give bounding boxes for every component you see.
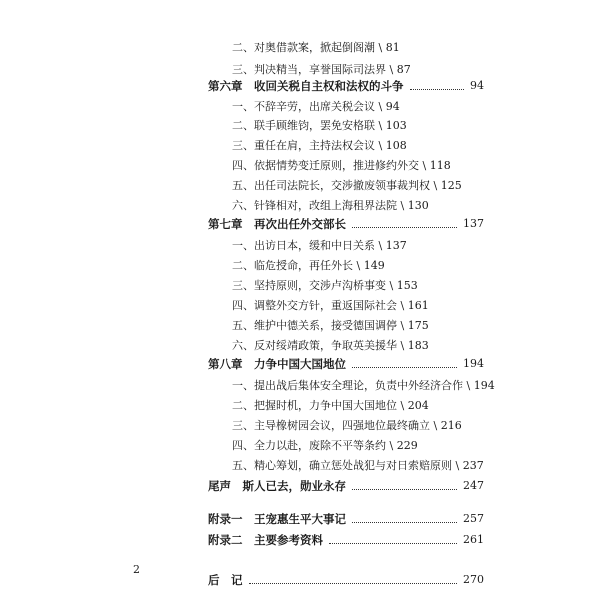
chapter-title: 尾声 斯人已去，勋业永存: [208, 479, 346, 493]
toc-section-entry: 六、针锋相对，改组上海租界法院 \ 130: [232, 199, 429, 212]
chapter-title: 第七章 再次出任外交部长: [208, 217, 346, 231]
toc-section-entry: 二、对奥借款案，掀起倒阁潮 \ 81: [232, 41, 400, 54]
chapter-page-number: 247: [463, 479, 484, 492]
dot-leader: [352, 226, 457, 228]
toc-section-entry: 四、调整外交方针，重返国际社会 \ 161: [232, 299, 429, 312]
chapter-page-number: 270: [463, 573, 484, 586]
toc-section-entry: 五、精心筹划，确立惩处战犯与对日索赔原则 \ 237: [232, 459, 484, 472]
toc-section-entry: 四、依据情势变迁原则，推进修约外交 \ 118: [232, 159, 451, 172]
chapter-page-number: 257: [463, 512, 484, 525]
toc-chapter-entry: [208, 511, 484, 527]
dot-leader: [352, 366, 457, 368]
toc-chapter-entry: [208, 216, 484, 232]
toc-section-entry: 二、联手顾维钧，罢免安格联 \ 103: [232, 119, 407, 132]
chapter-title: 第六章 收回关税自主权和法权的斗争: [208, 79, 404, 93]
toc-chapter-entry: [208, 532, 484, 548]
chapter-page-number: 194: [463, 357, 484, 370]
dot-leader: [329, 542, 457, 544]
chapter-title: 附录二 主要参考资料: [208, 533, 323, 547]
chapter-title: 第八章 力争中国大国地位: [208, 357, 346, 371]
chapter-page-number: 94: [470, 79, 484, 92]
dot-leader: [352, 521, 457, 523]
toc-section-entry: 四、全力以赴，废除不平等条约 \ 229: [232, 439, 418, 452]
toc-section-entry: 五、出任司法院长，交涉撤废领事裁判权 \ 125: [232, 179, 462, 192]
toc-section-entry: 一、提出战后集体安全理论，负责中外经济合作 \ 194: [232, 379, 495, 392]
chapter-title: 附录一 王宠惠生平大事记: [208, 512, 346, 526]
toc-section-entry: 五、维护中德关系，接受德国调停 \ 175: [232, 319, 429, 332]
chapter-page-number: 137: [463, 217, 484, 230]
toc-section-entry: 三、判决精当，享誉国际司法界 \ 87: [232, 63, 411, 76]
toc-section-entry: 三、主导橡树园会议，四强地位最终确立 \ 216: [232, 419, 462, 432]
toc-chapter-entry: [208, 78, 484, 94]
toc-chapter-entry: [208, 572, 484, 588]
dot-leader: [352, 488, 457, 490]
chapter-title: 后 记: [208, 573, 243, 587]
toc-chapter-entry: [208, 478, 484, 494]
toc-section-entry: 二、把握时机，力争中国大国地位 \ 204: [232, 399, 429, 412]
toc-section-entry: 六、反对绥靖政策，争取英美援华 \ 183: [232, 339, 429, 352]
toc-section-entry: 三、重任在肩，主持法权会议 \ 108: [232, 139, 407, 152]
toc-section-entry: 二、临危授命，再任外长 \ 149: [232, 259, 385, 272]
toc-section-entry: 一、不辞辛劳，出席关税会议 \ 94: [232, 100, 400, 113]
page-number: 2: [133, 563, 140, 576]
toc-chapter-entry: [208, 356, 484, 372]
dot-leader: [249, 582, 458, 584]
dot-leader: [410, 88, 465, 90]
chapter-page-number: 261: [463, 533, 484, 546]
toc-section-entry: 三、坚持原则，交涉卢沟桥事变 \ 153: [232, 279, 418, 292]
toc-section-entry: 一、出访日本，缓和中日关系 \ 137: [232, 239, 407, 252]
